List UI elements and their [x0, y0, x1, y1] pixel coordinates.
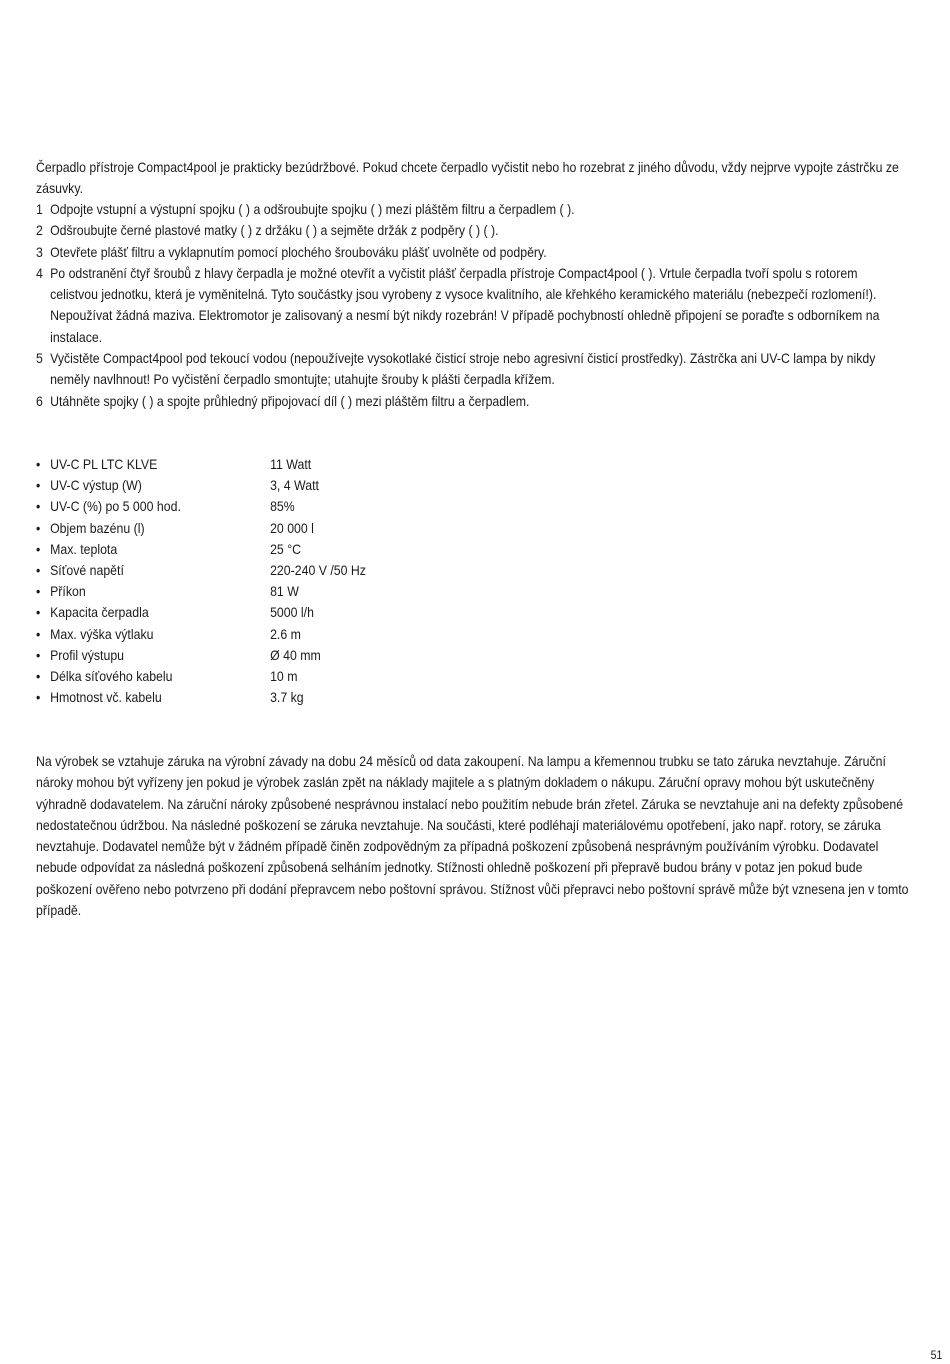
bullet-icon: • [36, 519, 41, 536]
spec-value: 220-240 V /50 Hz [270, 562, 366, 579]
step-text: Po odstranění čtyř šroubů z hlavy čerpadla je možné otevřít a vyčistit plášť čerpadla přístroje Compact4pool ( ). Vrtule čerpadla tvoří spolu s rotorem celistvou jednotku, která je vyměnitelná. Tyto součástky jsou vyrobeny z vysoce kvalitního, ale křehkého keramického materiálu (nebezpečí rozlomení!). Nepoužívat žádná maziva. Elektromotor je zalisovaný a nesmí být nikdy rozebrán! V případě pochybností ohledně připojení se poraďte s odborníkem na instalace. [50, 264, 880, 345]
bullet-icon: • [36, 540, 41, 557]
spec-row [36, 454, 423, 475]
step-item [36, 391, 907, 412]
step-number: 2 [36, 222, 43, 239]
spec-row [36, 666, 423, 687]
bullet-icon: • [36, 668, 41, 685]
spec-value: 11 Watt [270, 456, 312, 472]
step-number: 6 [36, 392, 43, 409]
spec-label: Objem bazénu (l) [50, 519, 145, 536]
step-number: 3 [36, 243, 43, 260]
spec-row [36, 496, 423, 517]
spec-value: 20 000 l [270, 519, 314, 536]
bullet-icon: • [36, 646, 41, 663]
spec-value: 3, 4 Watt [270, 477, 319, 494]
spec-label: Kapacita čerpadla [50, 604, 149, 621]
spec-label: UV-C výstup (W) [50, 477, 142, 494]
step-text: Utáhněte spojky ( ) a spojte průhledný připojovací díl ( ) mezi pláštěm filtru a čerpadlem. [50, 392, 530, 409]
spec-label: Síťové napětí [50, 562, 124, 579]
step-item [36, 348, 907, 391]
step-number: 5 [36, 350, 43, 367]
bullet-icon: • [36, 583, 41, 600]
spec-value: 3.7 kg [270, 689, 304, 706]
maintenance-steps [36, 199, 907, 412]
spec-value: 81 W [270, 583, 299, 600]
step-item [36, 263, 907, 348]
spec-row [36, 602, 423, 623]
spec-label: Hmotnost vč. kabelu [50, 689, 162, 706]
spec-row [36, 624, 423, 645]
spec-label: Profil výstupu [50, 646, 125, 663]
page-number: 51 [930, 1348, 942, 1362]
bullet-icon: • [36, 477, 41, 494]
bullet-icon: • [36, 689, 41, 706]
bullet-icon: • [36, 456, 41, 472]
spec-value: 85% [270, 498, 295, 515]
bullet-icon: • [36, 625, 41, 642]
step-text: Odpojte vstupní a výstupní spojku ( ) a odšroubujte spojku ( ) mezi pláštěm filtru a čerpadlem ( ). [50, 201, 575, 217]
spec-row [36, 581, 423, 602]
spec-label: UV-C (%) po 5 000 hod. [50, 498, 181, 515]
step-item [36, 220, 907, 241]
spec-label: Délka síťového kabelu [50, 668, 173, 685]
bullet-icon: • [36, 562, 41, 579]
step-number: 4 [36, 264, 43, 281]
bullet-icon: • [36, 604, 41, 621]
spec-value: 25 °C [270, 540, 302, 557]
spec-label: Max. teplota [50, 540, 118, 557]
step-item [36, 199, 907, 220]
spec-row [36, 645, 423, 666]
step-number: 1 [36, 201, 43, 217]
spec-row [36, 560, 423, 581]
maintenance-intro: Čerpadlo přístroje Compact4pool je prakticky bezúdržbové. Pokud chcete čerpadlo vyčistit nebo ho rozebrat z jiného důvodu, vždy nejprve vypojte zástrčku ze zásuvky. [36, 159, 899, 197]
warranty-text: Na výrobek se vztahuje záruka na výrobní závady na dobu 24 měsíců od data zakoupení. Na lampu a křemennou trubku se tato záruka nevztahuje. Záruční nároky mohou být vyřízeny jen pokud je výrobek zaslán zpět na náklady majitele a s platným dokladem o nákupu. Záruční opravy mohou být uskutečněny výhradně dodavatelem. Na záruční nároky způsobené nesprávnou instalací nebo použitím nebude brán zřetel. Záruka se nevztahuje ani na defekty způsobené nedostatečnou údržbou. Na následné poškození se záruka nevztahuje. Na součásti, které podléhají materiálovému opotřebení, jako např. rotory, se záruka nevztahuje. Dodavatel nemůže být v žádném případě činěn zodpovědným za případná poškození způsobená nesprávným používáním výrobku. Dodavatel nebude odpovídat za následná poškození způsobená selháním jednotky. Stížnosti ohledně poškození při přepravě budou brány v potaz jen pokud bude poškození ověřeno nebo potvrzeno při dodání přepravcem nebo poštovní správou. Stížnost vůči přepravci nebo poštovní správě může být vznesena jen v tomto případě. [36, 753, 909, 919]
spec-row [36, 475, 423, 496]
spec-label: UV-C PL LTC KLVE [50, 456, 158, 472]
spec-value: 10 m [270, 668, 298, 685]
step-item [36, 242, 907, 263]
spec-value: 5000 l/h [270, 604, 314, 621]
step-text: Otevřete plášť filtru a vyklapnutím pomocí plochého šroubováku plášť uvolněte od podpěry. [50, 243, 547, 260]
spec-value: Ø 40 mm [270, 646, 321, 663]
spec-label: Příkon [50, 583, 86, 600]
spec-row [36, 539, 423, 560]
spec-row [36, 687, 423, 708]
spec-label: Max. výška výtlaku [50, 625, 154, 642]
spec-value: 2.6 m [270, 625, 301, 642]
step-text: Vyčistěte Compact4pool pod tekoucí vodou (nepoužívejte vysokotlaké čisticí stroje nebo agresivní čisticí prostředky). Zástrčka ani UV-C lampa by nikdy neměly navlhnout! Po vyčistění čerpadlo smontujte; utahujte šrouby k plášti čerpadla křížem. [50, 350, 876, 388]
step-text: Odšroubujte černé plastové matky ( ) z držáku ( ) a sejměte držák z podpěry ( ) ( ). [50, 222, 499, 239]
spec-row [36, 518, 423, 539]
bullet-icon: • [36, 498, 41, 515]
spec-list [36, 454, 423, 708]
